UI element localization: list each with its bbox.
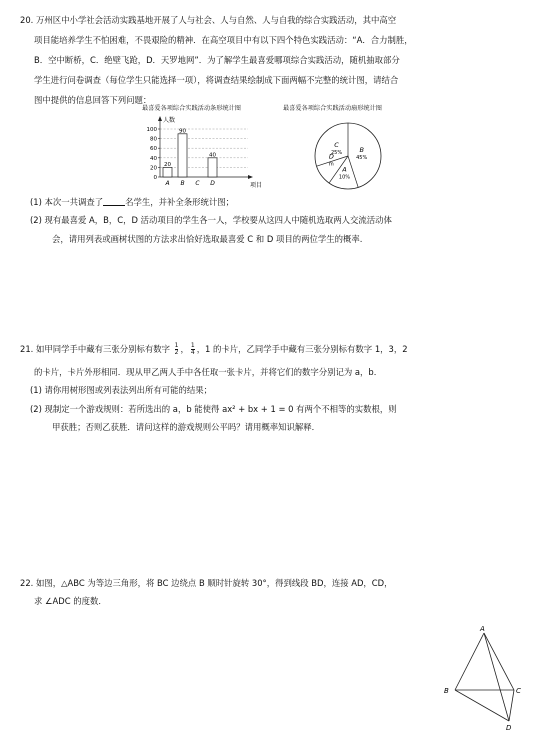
q21-sub2-line2: 甲获胜；否则乙获胜．请问这样的游戏规则公平吗？请用概率知识解释． <box>52 422 320 432</box>
fraction-quarter <box>191 343 195 356</box>
q20-line1: 20. 万州区中小学社会活动实践基地开展了人与社会、人与自然、人与自我的综合实践活动，其中高空 <box>20 15 397 25</box>
bar-chart-plot <box>147 116 263 189</box>
pie-chart-title: 最喜爱各项综合实践活动扇形统计图 <box>283 105 382 112</box>
pie-slice-label-d: D <box>328 152 334 161</box>
segment-bd <box>455 690 509 721</box>
y-tick-label: 100 <box>146 127 157 133</box>
q21-line1-part2: ，1 的卡片，乙同学手中藏有三张分别标有数字 1，3，2 <box>196 344 408 354</box>
fraction-quarter-den: 4 <box>190 349 195 356</box>
fraction-half-den: 2 <box>174 349 179 356</box>
pie-chart <box>308 118 388 198</box>
q20-sub2-line2: 会，请用列表或画树状图的方法求出恰好选取最喜爱 C 和 D 项目的两位学生的概率. <box>52 234 363 244</box>
y-tick-label: 80 <box>150 136 157 143</box>
q21-line1: 21. 如甲同学手中藏有三张分别标有数字 $\frac{1}{2}$ ， $\frac{1}{4}$ ，1 的卡片，乙同学手中藏有三张分别标有数字 1，3，2 <box>20 342 408 356</box>
bar-value-label: 40 <box>209 152 216 159</box>
segment-ab <box>455 633 484 690</box>
y-tick-label: 40 <box>150 155 157 162</box>
category-label: B <box>180 180 185 187</box>
bar-a <box>163 167 172 177</box>
segment-ad <box>484 633 509 721</box>
q22-line1: 22. 如图，△ABC 为等边三角形，将 BC 边绕点 B 顺时针旋转 30°，得到线段 BD，连接 AD，CD， <box>20 578 393 588</box>
category-label: A <box>165 180 170 187</box>
pie-slice-value-c: 25% <box>330 149 343 156</box>
segment-cd <box>509 690 514 721</box>
y-tick-label: 60 <box>150 146 157 153</box>
q20-sub1 <box>30 197 234 208</box>
y-axis-label: 人数 <box>163 117 176 124</box>
answer-blank[interactable] <box>103 197 125 206</box>
category-label: D <box>210 180 215 187</box>
bar-value-label: 20 <box>164 161 171 168</box>
pie-slice-value-b: 45% <box>356 155 368 162</box>
x-axis-arrow <box>248 175 253 179</box>
y-tick-label: 20 <box>150 165 157 172</box>
q20-line4: 学生进行问卷调查（每位学生只能选择一项），将调查结果绘制成下面两幅不完整的统计图，请结合 <box>34 75 399 85</box>
fraction-half <box>175 343 179 356</box>
bar-value-label: 90 <box>179 128 186 135</box>
pie-slice-label-c: C <box>334 140 339 149</box>
point-b-label: B <box>444 687 449 695</box>
bar-b <box>178 134 187 177</box>
q20-line3: B．空中断桥，C．绝壁飞跄，D．天罗地网”．为了解学生最喜爱哪项综合实践活动，随机抽取部分 <box>34 55 400 65</box>
y-tick-label: 0 <box>153 175 157 181</box>
pie-slice-label-a: A <box>342 165 347 174</box>
q20-line5: 图中提供的信息回答下列问题： <box>34 95 152 105</box>
category-label: C <box>195 180 200 187</box>
point-c-label: C <box>516 687 521 695</box>
q20-sub2-line1: (2) 现有最喜爱 A，B，C，D 活动项目的学生各一人，学校要从这四人中随机选取两人交流活动体 <box>30 215 392 225</box>
q21-line1-part1: 21. 如甲同学手中藏有三张分别标有数字 <box>20 344 170 354</box>
q20-sub1-part1: (1) 本次一共调查了 <box>30 197 104 207</box>
fraction-quarter-num: 1 <box>190 342 195 349</box>
y-axis-arrow <box>158 116 162 121</box>
x-axis-label: 项目 <box>250 182 263 189</box>
segment-ac <box>484 633 514 690</box>
bar-chart-title: 最喜爱各项综合实践活动条形统计图 <box>142 105 241 112</box>
q21-sub2-line1: (2) 现制定一个游戏规则：若所选出的 a，b 能使得 ax² + bx + 1 = 0 有两个不相等的实数根，则 <box>30 404 397 414</box>
q21-line2: 的卡片，卡片外形相同．现从甲乙两人手中各任取一张卡片，并将它们的数字分别记为 a，b． <box>34 367 383 377</box>
triangle-figure <box>442 624 542 732</box>
bar-chart <box>138 112 268 194</box>
q21-sub1: (1) 请你用树形图或列表法列出所有可能的结果； <box>30 385 213 395</box>
pie-chart-plot <box>315 123 381 189</box>
pie-slice-label-b: B <box>359 146 364 155</box>
fraction-half-num: 1 <box>174 342 179 349</box>
pie-slice-value-a: 10% <box>338 174 351 181</box>
pie-slice-value-d: m <box>328 161 334 168</box>
q20-line2: 项目能培养学生不怕困难，不畏艰险的精神．在高空项目中有以下四个特色实践活动：“A．合力制胜， <box>34 35 413 45</box>
point-a-label: A <box>480 625 485 633</box>
bar-d <box>208 158 217 177</box>
point-d-label: D <box>506 724 512 732</box>
q20-sub1-part2: 名学生，并补全条形统计图； <box>125 197 235 207</box>
q22-line2: 求 ∠ADC 的度数． <box>34 596 107 606</box>
